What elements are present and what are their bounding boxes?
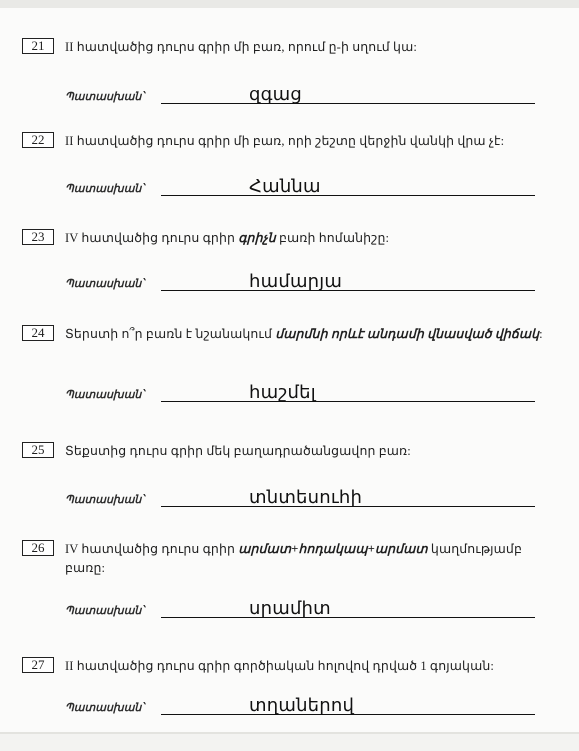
answer-line[interactable] [161,599,535,618]
question-number: 22 [22,132,54,148]
question-number: 26 [22,540,54,556]
answer-text: Հաննա [249,176,321,197]
question-text: II հատվածից դուրս գրիր գործիական հոլովով դրված 1 գոյական: [65,659,494,673]
answer-row [65,269,535,291]
question-text: II հատվածից դուրս գրիր մի բառ, որում ը-ի սղում կա: [65,40,417,54]
question-number: 21 [22,38,54,54]
answer-line[interactable] [161,488,535,507]
answer-text: հաշմել [249,382,316,403]
answer-row [65,380,535,402]
answer-text: համարյա [249,271,343,292]
question-text: II հատվածից դուրս գրիր մի բառ, որի շեշտը վերջին վանկի վրա չէ: [65,134,505,148]
question-number: 24 [22,325,54,341]
answer-label: Պատասխան՝ [65,91,144,103]
answer-label: Պատասխան՝ [65,183,144,195]
question-25 [0,442,579,536]
question-27 [0,657,579,751]
answer-row [65,693,535,715]
answer-line[interactable] [161,177,535,196]
answer-label: Պատասխան՝ [65,702,144,714]
question-text: IV հատվածից դուրս գրիր արմատ+հոդակապ+արմատ կաղմությամբ բառը: [65,542,522,575]
answer-text: տղաներով [249,695,355,716]
question-text: IV հատվածից դուրս գրիր գրիչն բառի հոմանիշը: [65,231,390,245]
answer-row [65,82,535,104]
answer-label: Պատասխան՝ [65,389,144,401]
answer-label: Պատասխան՝ [65,494,144,506]
answer-label: Պատասխան՝ [65,278,144,290]
answer-row [65,485,535,507]
answer-row [65,596,535,618]
question-26 [0,540,579,634]
answer-text: տնտեսուհի [249,487,363,508]
question-22 [0,132,579,226]
answer-label: Պատասխան՝ [65,605,144,617]
answer-line[interactable] [161,272,535,291]
question-21 [0,38,579,132]
answer-text: սրամիտ [249,598,331,619]
answer-line[interactable] [161,85,535,104]
question-23 [0,229,579,323]
question-number: 23 [22,229,54,245]
answer-line[interactable] [161,696,535,715]
question-number: 25 [22,442,54,458]
question-24 [0,325,579,419]
question-text: Տեքստից դուրս գրիր մեկ բաղադրածանցավոր բառ: [65,444,411,458]
answer-line[interactable] [161,383,535,402]
question-text: Տերստի ո՞ր բառն է նշանակում մարմնի որևէ անդամի վնասված վիճակ: [65,327,543,341]
answer-row [65,174,535,196]
question-number: 27 [22,657,54,673]
answer-text: զգաց [249,84,302,105]
